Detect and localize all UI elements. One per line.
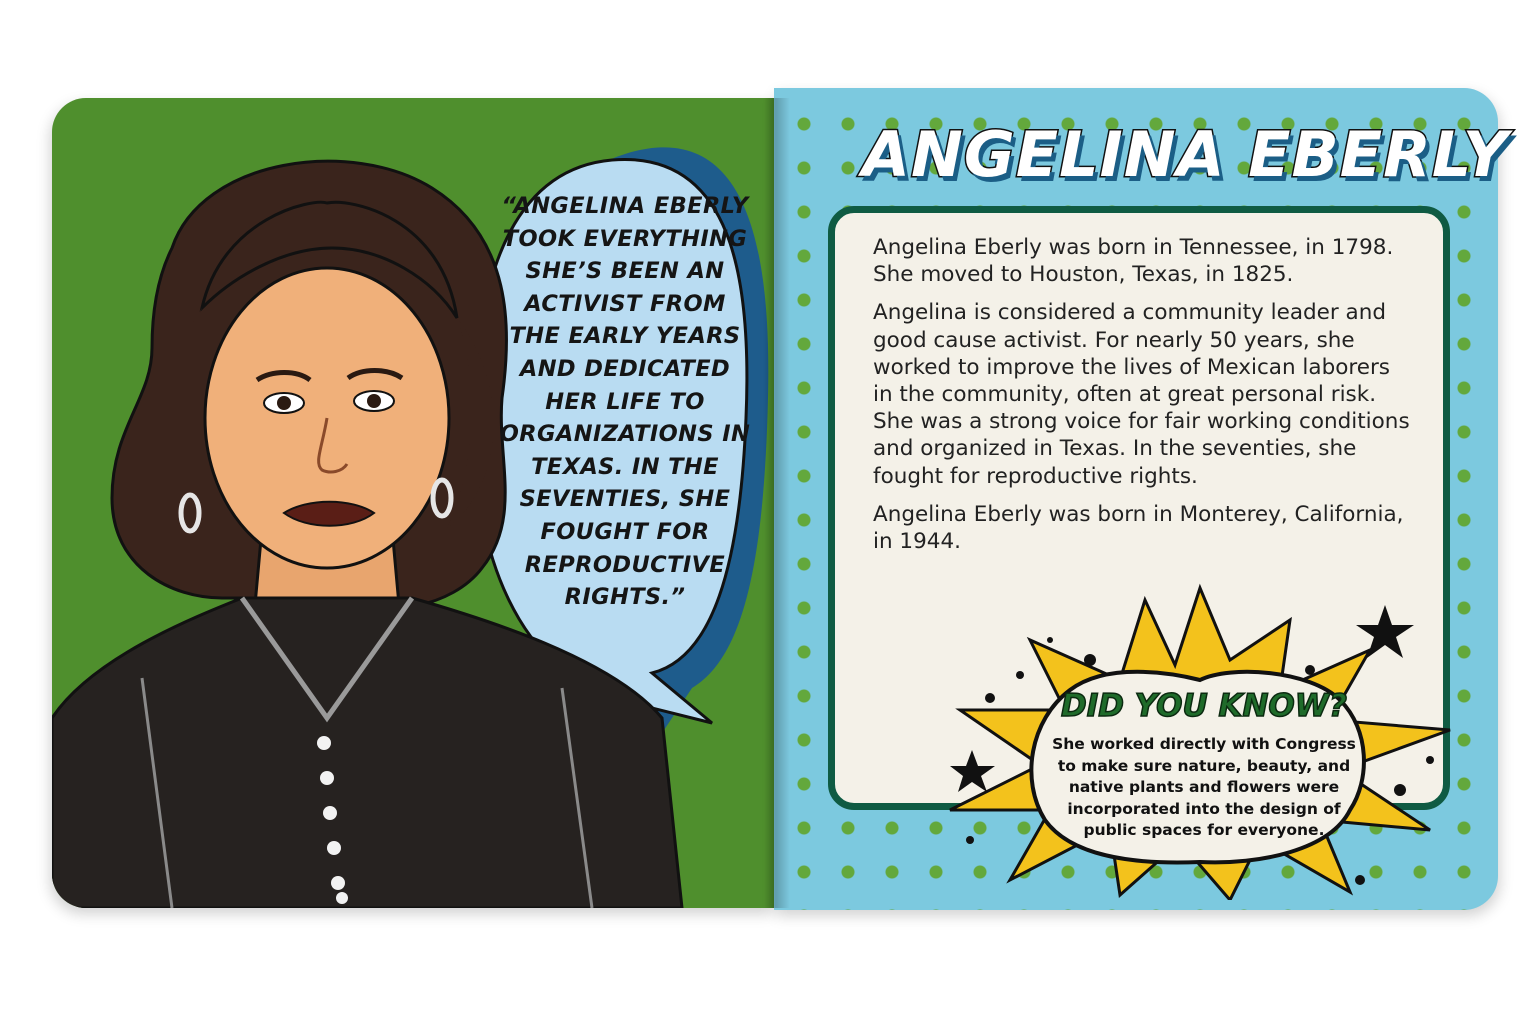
quote-text: “ANGELINA EBERLY TOOK EVERYTHING SHE’S BEEN AN ACTIVIST FROM THE EARLY YEARS AND DEDICATED HER LIFE TO ORGANIZATIONS IN TEXAS. IN THE SEVENTIES, SHE FOUGHT FOR REPRODUCTIVE RIGHTS.”	[499, 193, 751, 611]
page-title: ANGELINA EBERLY	[862, 118, 1509, 191]
book-gutter	[764, 98, 790, 908]
star-icon	[1356, 605, 1414, 658]
left-page	[52, 98, 774, 908]
did-you-know-title: DID YOU KNOW?	[1061, 688, 1347, 724]
bio-paragraph-1: Angelina Eberly was born in Tennessee, in 1798. She moved to Houston, Texas, in 1825.	[873, 235, 1394, 288]
did-you-know-text: She worked directly with Congress to make sure nature, beauty, and native plants and flowers were incorporated into the design of public spaces for everyone.	[1052, 735, 1356, 839]
bio-text	[873, 234, 1413, 566]
bio-paragraph-3: Angelina Eberly was born in Monterey, California, in 1944.	[873, 501, 1404, 555]
star-icon	[950, 750, 995, 792]
bio-paragraph-2: Angelina is considered a community leader and good cause activist. For nearly 50 years, she worked to improve the lives of Mexican laborers in the community, often at great personal risk. She was a strong voice for fair working conditions and organized in Texas. In the seventies, she fought for reproductive rights.	[873, 300, 1410, 489]
